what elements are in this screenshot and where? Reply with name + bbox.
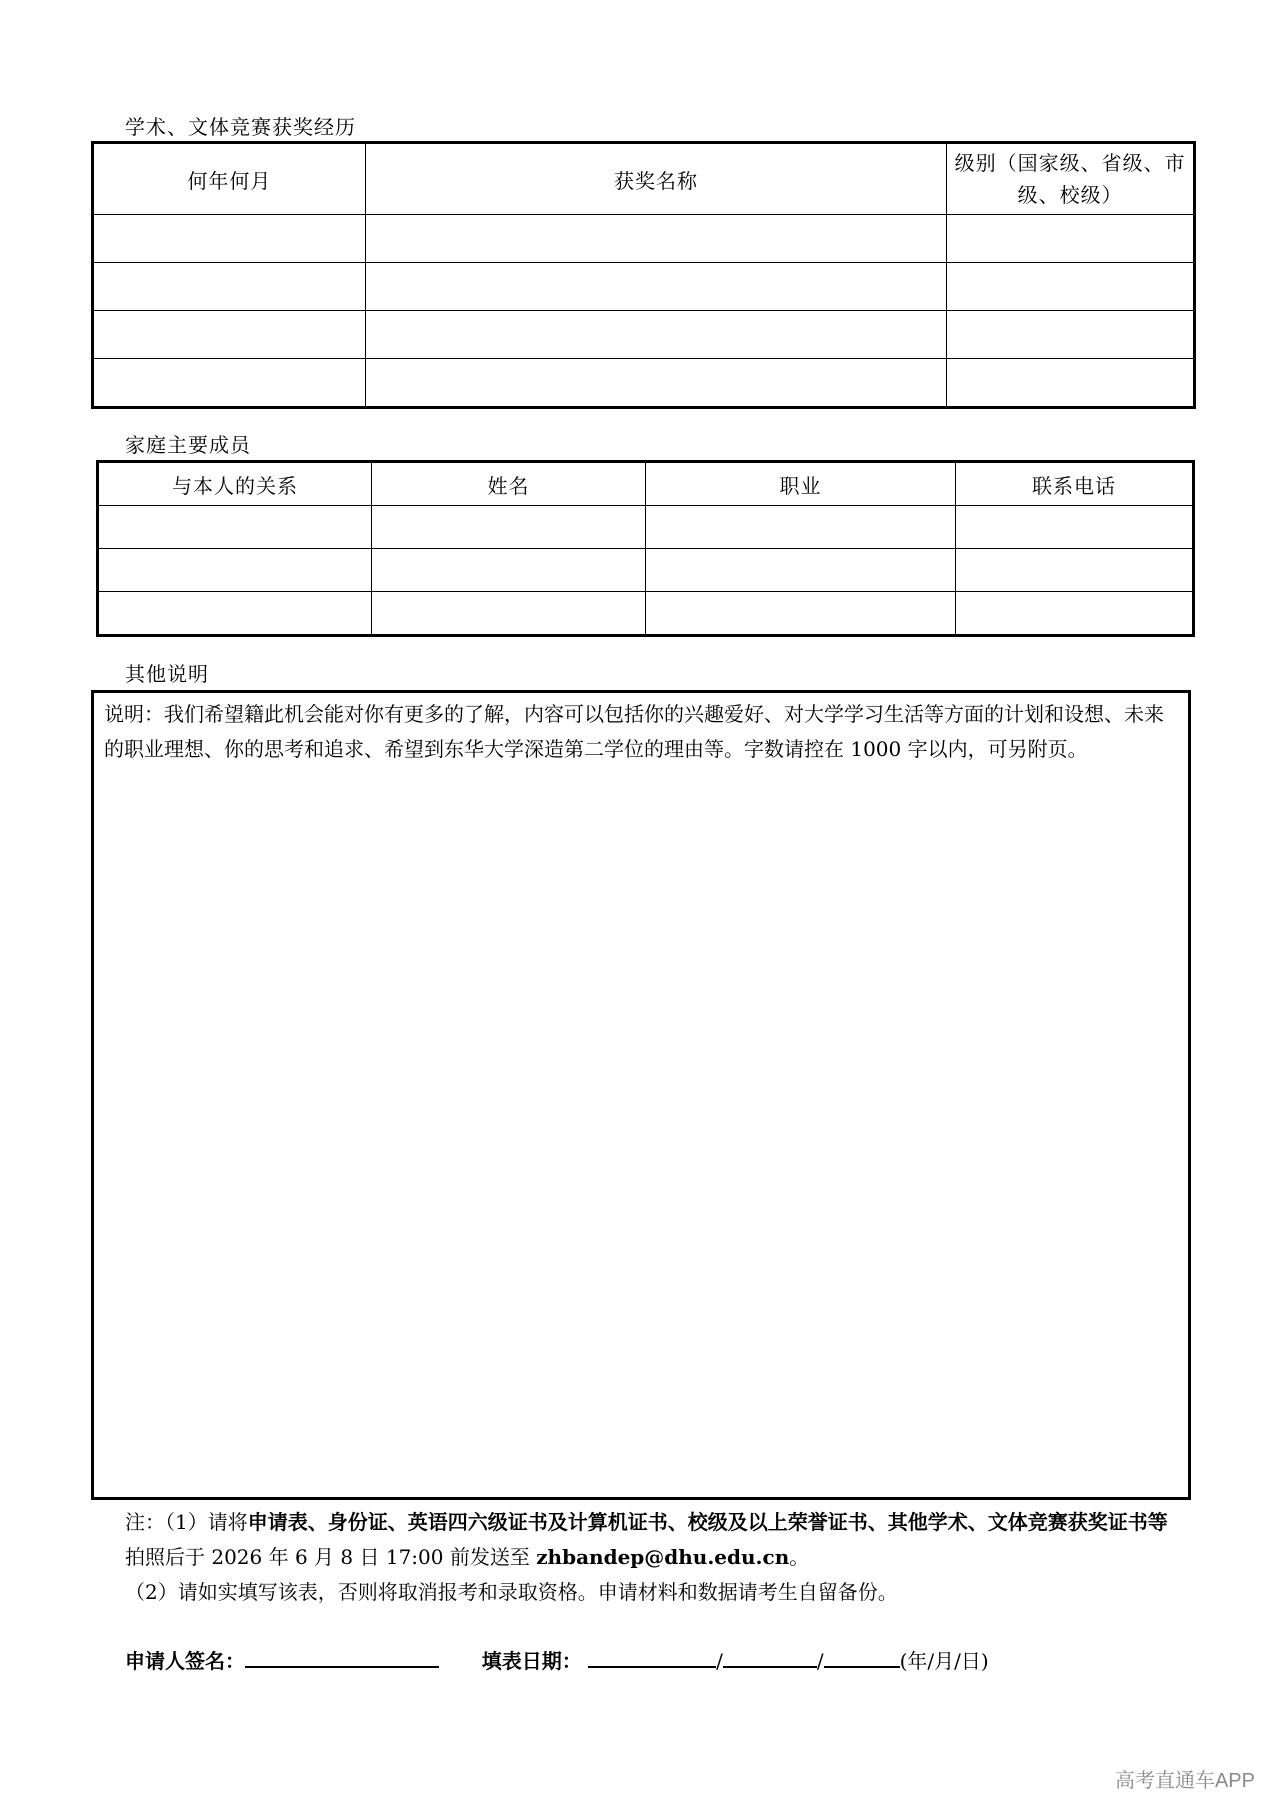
awards-cell-date[interactable] (93, 311, 366, 359)
family-header-name: 姓名 (372, 462, 646, 506)
date-separator: / (716, 1649, 723, 1673)
table-row (93, 311, 1195, 359)
awards-section-title: 学术、文体竞赛获奖经历 (125, 115, 356, 139)
table-row (98, 549, 1194, 592)
table-row (98, 506, 1194, 549)
note-1-prefix: 注：（1）请将 (125, 1510, 248, 1534)
awards-cell-name[interactable] (365, 359, 947, 408)
date-month-field[interactable] (723, 1648, 817, 1668)
remarks-section-title: 其他说明 (125, 662, 209, 686)
awards-cell-date[interactable] (93, 263, 366, 311)
table-row (93, 359, 1195, 408)
awards-cell-name[interactable] (365, 215, 947, 263)
family-table (96, 460, 1195, 637)
date-day-field[interactable] (824, 1648, 900, 1668)
family-cell-phone[interactable] (956, 549, 1194, 592)
family-header-relation: 与本人的关系 (98, 462, 372, 506)
note-1-deadline: 拍照后于 2026 年 6 月 8 日 17:00 前发送至 (125, 1545, 537, 1569)
notes (125, 1505, 1185, 1610)
table-row (93, 215, 1195, 263)
awards-cell-level[interactable] (947, 263, 1195, 311)
applicant-signature-label: 申请人签名： (125, 1649, 245, 1673)
awards-header-row (93, 143, 1195, 215)
family-cell-phone[interactable] (956, 592, 1194, 636)
remarks-textarea[interactable] (91, 690, 1191, 1500)
table-row (98, 592, 1194, 636)
family-cell-name[interactable] (372, 549, 646, 592)
date-separator: / (816, 1649, 824, 1673)
note-1-end: 。 (789, 1545, 810, 1569)
awards-cell-level[interactable] (947, 215, 1195, 263)
note-1-materials: 申请表、身份证、英语四六级证书及计算机证书、校级及以上荣誉证书、其他学术、文体竞赛获奖证书等 (247, 1510, 1168, 1534)
awards-cell-level[interactable] (947, 359, 1195, 408)
watermark: 高考直通车APP (1114, 1770, 1255, 1792)
awards-cell-name[interactable] (365, 263, 947, 311)
family-cell-phone[interactable] (956, 506, 1194, 549)
family-header-occupation: 职业 (646, 462, 956, 506)
family-header-phone: 联系电话 (956, 462, 1194, 506)
family-cell-occupation[interactable] (646, 506, 956, 549)
awards-header-date: 何年何月 (93, 143, 366, 215)
family-cell-name[interactable] (372, 592, 646, 636)
awards-header-level: 级别（国家级、省级、市级、校级） (947, 143, 1195, 215)
family-header-row (98, 462, 1194, 506)
note-2: （2）请如实填写该表，否则将取消报考和录取资格。申请材料和数据请考生自留备份。 (125, 1580, 898, 1604)
family-cell-occupation[interactable] (646, 592, 956, 636)
family-cell-occupation[interactable] (646, 549, 956, 592)
awards-cell-name[interactable] (365, 311, 947, 359)
awards-cell-date[interactable] (93, 215, 366, 263)
family-section-title: 家庭主要成员 (125, 433, 251, 457)
awards-cell-date[interactable] (93, 359, 366, 408)
note-1 (125, 1505, 1185, 1575)
signature-row (125, 1645, 989, 1674)
remarks-instruction: 说明：我们希望籍此机会能对你有更多的了解，内容可以包括你的兴趣爱好、对大学学习生活等方面的计划和设想、未来的职业理想、你的思考和追求、希望到东华大学深造第二学位的理由等。字数请控在 1000 字以内，可另附页。 (104, 702, 1164, 761)
date-year-field[interactable] (588, 1648, 716, 1668)
awards-header-name: 获奖名称 (365, 143, 947, 215)
note-1-email[interactable]: zhbandep@dhu.edu.cn (536, 1545, 790, 1569)
family-cell-name[interactable] (372, 506, 646, 549)
awards-table (91, 141, 1196, 409)
applicant-signature-field[interactable] (245, 1648, 439, 1668)
family-cell-relation[interactable] (98, 549, 372, 592)
awards-cell-level[interactable] (947, 311, 1195, 359)
date-format-hint: (年/月/日) (899, 1649, 989, 1673)
fill-date-label: 填表日期： (481, 1649, 582, 1673)
family-cell-relation[interactable] (98, 506, 372, 549)
table-row (93, 263, 1195, 311)
family-cell-relation[interactable] (98, 592, 372, 636)
